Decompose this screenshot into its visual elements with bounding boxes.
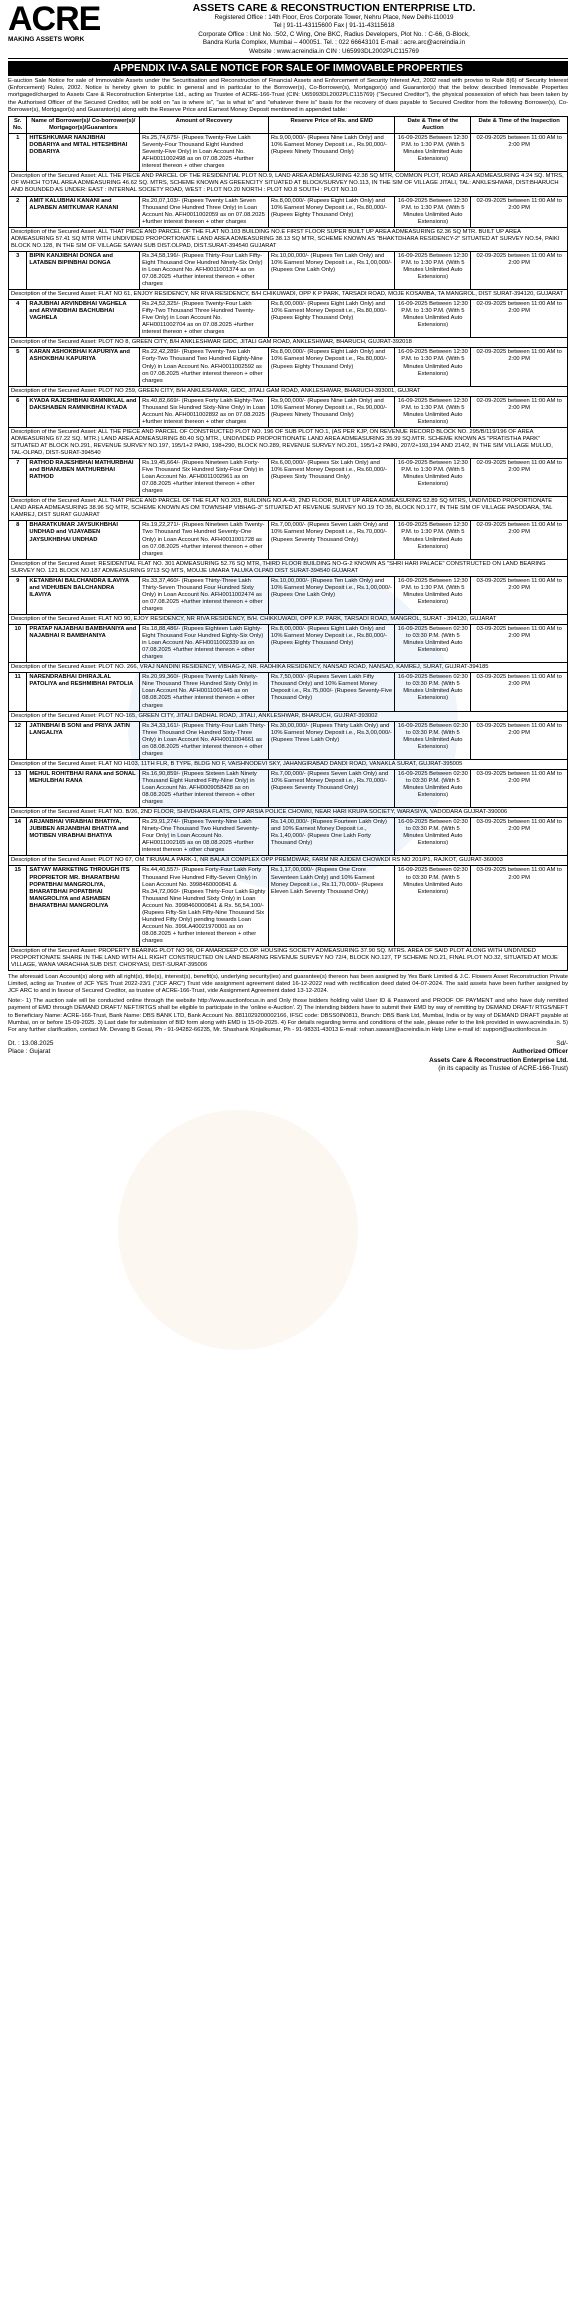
recovery-amount-cell: Rs.19,22,271/- (Rupees Nineteen Lakh Twenty-Two Thousand Two Hundred Seventy-One Only) in Loan Account No. AFH0011001728 as on 07.08.2025 +further interest thereon + other charges [140,521,269,559]
description-row [9,172,568,196]
asset-description-cell: Description of the Secured Asset: PLOT NO 259, GREEN CITY, B/H ANKLESHWAR, GIDC, JITALI GAM ROAD, ANKLESHWAR, BHARUCH-393001, GUJRAT [9,386,568,396]
auction-time-cell: 16-09-2025 Between 02:30 to 03:30 P.M. (With 5 Minutes Unlimited Auto Extensions) [395,769,471,807]
auction-time-cell: 16-09-2025 Between 12:30 P.M. to 1:30 P.M. (With 5 Minutes Unlimited Auto Extensions) [395,459,471,497]
auction-time-cell: 16-09-2025 Between 12:30 P.M. to 1:30 P.M. (With 5 Minutes Unlimited Auto Extensions) [395,396,471,427]
sr-number-cell: 8 [9,521,27,559]
notice-title: APPENDIX IV-A SALE NOTICE FOR SALE OF IMMOVABLE PROPERTIES [8,61,568,76]
recovery-amount-cell: Rs.33,37,460/- (Rupees Thirty-Three Lakh Thirty-Seven Thousand Four Hundred Sixty Only) in Loan Account No. AFH0011002474 as on 07.08.2025 +further interest thereon + other charges [140,576,269,614]
website-cin: Website : www.acreindia.in CIN : U65993DL2002PLC115769 [249,47,419,55]
borrower-name-cell: KARAN ASHOKBHAI KAPURIYA and ASHOKBHAI KAPURIYA [27,348,140,386]
inspection-time-cell: 03-09-2025 between 11:00 AM to 2:00 PM [471,625,568,663]
column-header: Name of Borrower(s)/ Co-borrower(s)/ Mortgagor(s)/Guarantors [27,117,140,134]
auction-time-cell: 16-09-2025 Between 02:30 to 03:30 P.M. (With 5 Minutes Unlimited Auto Extensions) [395,673,471,711]
inspection-time-cell: 02-09-2025 between 11:00 AM to 2:00 PM [471,459,568,497]
borrower-name-cell: ARJANBHAI VIRABHAI BHATIYA, JUBIBEN ARJANBHAI BHATIYA and MOTIBEN VIRABHAI BHATIYA [27,818,140,856]
auction-time-cell: 16-09-2025 Between 12:30 P.M. to 1:30 P.M. (With 5 Minutes Unlimited Auto Extensions) [395,134,471,172]
borrower-name-cell: SATYAY MARKETING THROUGH ITS PROPRIETOR MR. BHARATBHAI POPATBHAI MANGROLIYA, BHARATBHAI POPATBHAI MANGROLIYA and ASHABEN BHARATBHAI MANGROLIYA [27,866,140,947]
reserve-price-cell: Rs.8,00,000/- (Rupees Eight Lakh Only) and 10% Earnest Money Deposit i.e., Rs.80,000/- (Rupees Eighty Thousand Only) [268,625,395,663]
asset-description-cell: Description of the Secured Asset: FLAT NO 90, EJOY RESIDENCY, NR RIVA RESIDENCY, B/H. CHIKKUWADI, OPP K.P. PARK, TARSADI ROAD, MANGROL, SURAT - 394120, GUJARAT [9,615,568,625]
auction-time-cell: 16-09-2025 Between 02:30 to 03:30 P.M. (With 5 Minutes Unlimited Auto Extensions) [395,721,471,759]
inspection-time-cell: 02-09-2025 between 11:00 AM to 2:00 PM [471,396,568,427]
sr-number-cell: 7 [9,459,27,497]
description-row [9,290,568,300]
sr-number-cell: 12 [9,721,27,759]
sr-number-cell: 9 [9,576,27,614]
sr-number-cell: 13 [9,769,27,807]
inspection-time-cell: 03-09-2025 between 11:00 AM to 2:00 PM [471,818,568,856]
recovery-amount-cell: Rs.25,74,675/- (Rupees Twenty-Five Lakh Seventy-Four Thousand Eight Hundred Seventy-Five Only) in Loan Account No. AFH0011002498 as on 07.08.2025 +further interest thereon + other charges [140,134,269,172]
table-row [9,348,568,386]
recovery-amount-cell: Rs.34,33,161/- (Rupees Thirty-Four Lakh Thirty-Three Thousand One Hundred Sixty-Three Only) in Loan Account No. AFH0011004661 as on 08.08.2025 +further interest thereon + other charges [140,721,269,759]
sr-number-cell: 1 [9,134,27,172]
description-row [9,427,568,458]
sr-number-cell: 10 [9,625,27,663]
borrower-name-cell: RATHOD RAJESHBHAI MATHURBHAI and BHANUBEN MATHURBHAI RATHOD [27,459,140,497]
inspection-time-cell: 02-09-2025 between 11:00 AM to 2:00 PM [471,251,568,289]
asset-description-cell: Description of the Secured Asset: FLAT NO. B/26, 2ND FLOOR, SHIVDHARA FLATS, OPP ARSIA POLICE CHOWKI, NEAR HARI KRUPA SOCIETY, WARASIYA, VADODARA GUJRAT-390006 [9,808,568,818]
description-row [9,338,568,348]
watermark-seal [128,560,458,890]
description-row [9,227,568,251]
borrower-name-cell: PRATAP NAJABHAI BAMBHANIYA and NAJABHAI R BAMBHANIYA [27,625,140,663]
signature-mark: Sd/- [556,1039,568,1047]
table-row [9,251,568,289]
footer-left [8,1040,53,1074]
note-terms: Note:- 1) The auction sale will be conducted online through the website http://www.auctionfocus.in and Only those bidders holding valid User ID & Password and PROOF OF PAYMENT and who have duly remitted payment of EMD through DEMAND DRAFT/ NEFT/RTGS shall be eligible to participate in the 'online e-Auction'. 2) The intending bidders have to submit their EMD by way of remitting by DEMAND DRAFT/ RTGS/NEFT to Beneficiary Name: ACRE-166-Trust, Bank Name: DBS BANK LTD, Bank Account No. 8811029200002166, IFSC code: DBSS0IN0811, Branch: DBS Bank Ltd, Mumbai, India or by way of DEMAND DRAFT payable at Mumbai, on or before 15-09-2025. 3) Last date for submission of BID form along with EMD is 15-09-2025. 4) For details regarding terms and conditions of the sale, please refer to the link provided in www.acreindia.in. 5) For any further clarification, contact Mr. Devang B Gosai, Ph - 91-94282-66235, Mr. Shashank Kinjalkumar, Ph - 91-98331-43013 E-mail: rohan.sawant@acreindia.in Help Line e-mail id: support@auctionfocus.in [8,998,568,1033]
sr-number-cell: 11 [9,673,27,711]
auction-time-cell: 16-09-2025 Between 02:30 to 03:30 P.M. (With 5 Minutes Unlimited Auto Extensions) [395,866,471,947]
sr-number-cell: 4 [9,300,27,338]
place-label: Place : Gujarat [8,1048,51,1056]
asset-description-cell: Description of the Secured Asset: ALL THAT PIECE AND PARCEL OF THE FLAT NO.103 BUILDING NO.E FIRST FLOOR SUPER BUILT UP AREA ADMEASURING 62.36 SQ MTR. BUILT UP AREA ADMEASURING 57.41 SQ MTR WITH UNDIVIDED PROPORTIONATE LAND AREA ADMEASURING 38.13 SQ MTR, SCHEME KNOWN AS "BHAKTDHARA RESIDENCY-2" SITUATED AT SURVEY NO.54, PAIKI BLOCK NO.128, IN THE SIM OF VILLAGE SAYAN SUB DIST.OLPAD, DIST.SURAT-394540 GUJARAT [9,227,568,251]
column-header: Date & Time of the Inspection [471,117,568,134]
inspection-time-cell: 03-09-2025 between 11:00 AM to 2:00 PM [471,576,568,614]
table-row [9,300,568,338]
inspection-time-cell: 02-09-2025 between 11:00 AM to 2:00 PM [471,348,568,386]
table-row [9,134,568,172]
column-header: Reserve Price of Rs. and EMD [268,117,395,134]
reserve-price-cell: Rs.7,00,000/- (Rupees Seven Lakh Only) and 10% Earnest Money Deposit i.e., Rs.70,000/- (Rupees Seventy Thousand Only) [268,521,395,559]
inspection-time-cell: 03-09-2025 between 11:00 AM to 2:00 PM [471,721,568,759]
sr-number-cell: 14 [9,818,27,856]
inspection-time-cell: 02-09-2025 between 11:00 AM to 2:00 PM [471,134,568,172]
note-assignment: The aforesaid Loan Account(s) along with all right(s), title(s), interest(s), benefit(s), underlying security(ies) and guarantee(s) thereon has been assigned by Yes Bank Limited & J.C. Flowers Asset Reconstruction Private Limited, acting as Trustee of JCF YES Trust 2022-23/1 ("JCF ARC") Trust vide assignment agreement dated 16-12-2022 read with rectification deed dated 04-07-2024. The said assets have been further assigned by JCF ARC to and in favour of Secured Creditor, as trustee of ACRE-166-Trust, vide Assignment Agreement dated 13-12-2024. [8,974,568,995]
intro-paragraph: E-auction Sale Notice for sale of Immovable Assets under the Securitisation and Reconstruction of Financial Assets and Enforcement of Security Interest Act, 2002 read with proviso to Rule 8(6) of Security Interest (Enforcement) Rules, 2002. Notice is hereby given to public in general and in particular to the Borrower(s), Co-Borrower(s), Mortgagor(s) and Guarantor(s) that the below described Immovable Properties mortgaged/charged to Assets Care & Reconstruction Enterprise Ltd., acting as Trustee of ACRE-166-Trust (CIN: U65993DL2002PLC115769) ("Secured Creditor"), the physical possession of which has been taken by the Authorised Officer of the Secured Creditor, will be sold on "as is where is", "as is what is" and "whatever there is" basis for the recovery of dues payable to Secured Creditor from the following Borrower(s), Co-Borrower(s), Mortgagor(s) and Guarantor(s) along with the Reserve Price and Earnest Money Deposit mentioned in appended table: [8,78,568,113]
recovery-amount-cell: Rs.20,07,103/- (Rupees Twenty Lakh Seven Thousand One Hundred Three Only) in Loan Account No. AFH0011002059 as on 07.08.2025 +further interest thereon + other charges [140,196,269,227]
table-header-row [9,117,568,134]
auction-time-cell: 16-09-2025 Between 12:30 P.M. to 1:30 P.M. (With 5 Minutes Unlimited Auto Extensions) [395,251,471,289]
notice-page [8,0,568,1073]
asset-description-cell: Description of the Secured Asset: FLAT NO H103, 11TH FLR, B TYPE, BLDG NO F, VAISHNODEVI SKY, JAHANGIRABAD DANDI ROAD, VANAKLA SURAT, GUJRAT-395005 [9,759,568,769]
borrower-name-cell: HITESHKUMAR NANJIBHAI DOBARIYA and MITAL HITESHBHAI DOBARIYA [27,134,140,172]
registered-office: Registered Office : 14th Floor, Eros Corporate Tower, Nehru Place, New Delhi-110019 [214,14,454,21]
phone-line: Tel | 91-11-43115600 Fax | 91-11-43115618 [273,22,395,30]
sr-number-cell: 15 [9,866,27,947]
reserve-price-cell: Rs.14,00,000/- (Rupees Fourteen Lakh Only) and 10% Earnest Money Deposit i.e., Rs.1,40,000/- (Rupees One Lakh Forty Thousand Only) [268,818,395,856]
footer-right [429,1040,568,1074]
inspection-time-cell: 03-09-2025 between 11:00 AM to 2:00 PM [471,866,568,947]
borrower-name-cell: KETANBHAI BALCHANDRA ILAVIYA and VIDHUBEN BALCHANDRA ILAVIYA [27,576,140,614]
auction-time-cell: 16-09-2025 Between 02:30 to 03:30 P.M. (With 5 Minutes Unlimited Auto Extensions) [395,818,471,856]
date-label: Dt. : 13.08.2025 [8,1039,54,1047]
acre-logo [8,2,100,43]
description-row [9,386,568,396]
auction-time-cell: 16-09-2025 Between 12:30 P.M. to 1:30 P.M. (With 5 Minutes Unlimited Auto Extensions) [395,576,471,614]
recovery-amount-cell: Rs.40,82,669/- (Rupees Forty Lakh Eighty-Two Thousand Six Hundred Sixty-Nine Only) in Loan Account No. AFH0011002892 as on 07.08.2025 +further interest thereon + other charges [140,396,269,427]
corporate-office-2: Bandra Kurla Complex, Mumbai – 400051. Tel. : 022 66643101 E-mail : acre.arc@acreindia.in [202,39,466,47]
borrower-name-cell: RAJUBHAI ARVINDBHAI VAGHELA and ARVINDBHAI BACHUBHAI VAGHELA [27,300,140,338]
table-row [9,459,568,497]
borrower-name-cell: JATINBHAI B SONI and PRIYA JATIN LANGALIYA [27,721,140,759]
logo-mark: ACRE [8,0,101,38]
table-row [9,396,568,427]
asset-description-cell: Description of the Secured Asset: RESIDENTIAL FLAT NO. 301 ADMEASURING 52.76 SQ MTR, THIRD FLOOR BUILDING NO-G-2 KNOWN AS "SHRI HARI PALACE" CONSTRUCTED ON LAND BEARING SURVEY NO. 121 BLOCK NO.187 ADMEASURING 9713 SQ MTS, MOUJE UMARA TALUKA OLPAD DIST SURAT-394540 GUJARAT [9,559,568,576]
sr-number-cell: 3 [9,251,27,289]
org-name: Assets Care & Reconstruction Enterprise Ltd. [429,1056,568,1064]
inspection-time-cell: 02-09-2025 between 11:00 AM to 2:00 PM [471,300,568,338]
auction-time-cell: 16-09-2025 Between 12:30 P.M. to 1:30 P.M. (With 5 Minutes Unlimited Auto Extensions) [395,521,471,559]
auction-time-cell: 16-09-2025 Between 12:30 P.M. to 1:30 P.M. (With 5 Minutes Unlimited Auto Extensions) [395,300,471,338]
borrower-name-cell: KYADA RAJESHBHAI RAMNIKLAL and DAKSHABEN RAMNIKBHAI KYADA [27,396,140,427]
column-header: Amount of Recovery [140,117,269,134]
auction-time-cell: 16-09-2025 Between 12:30 P.M. to 1:30 P.M. (With 5 Minutes Unlimited Auto Extensions) [395,348,471,386]
reserve-price-cell: Rs.7,00,000/- (Rupees Seven Lakh Only) and 10% Earnest Money Deposit i.e., Rs.70,000/- (Rupees Seventy Thousand Only) [268,769,395,807]
reserve-price-cell: Rs.30,00,000/- (Rupees Thirty Lakh Only) and 10% Earnest Money Deposit i.e., Rs.3,00,000/- (Rupees Three Lakh Only) [268,721,395,759]
auction-time-cell: 16-09-2025 Between 02:30 to 03:30 P.M. (With 5 Minutes Unlimited Auto Extensions) [395,625,471,663]
asset-description-cell: Description of the Secured Asset: ALL THAT PIECE AND PARCEL OF THE FLAT NO.203, BUILDING NO.A-43, 2ND FLOOR, BUILT UP AREA ADMEASURING 52.89 SQ MTRS, UNDIVIDED PROPORTIONATE LAND AREA ADMEASURING 38.96 SQ MTR, SCHEME KNOWN AS OM TOWNSHIP VIBHAG-3" SITUATED AT REVENUE SURVEY NO.19 TO 35, BLOCK NO.177, IN THE SIM OF VILLAGE PASODARA, TAL KAMREJ, DIST SURAT GUJARAT [9,497,568,521]
sr-number-cell: 5 [9,348,27,386]
description-row [9,946,568,970]
corporate-office: Corporate Office : Unit No. :502, C Wing, One BKC, Radius Developers, Plot No. : C-66, G-Block, [198,30,470,38]
company-name: ASSETS CARE & RECONSTRUCTION ENTERPRISE LTD. [192,2,476,14]
reserve-price-cell: Rs.8,00,000/- (Rupees Eight Lakh Only) and 10% Earnest Money Deposit i.e., Rs.80,000/- (Rupees Eighty Thousand Only) [268,348,395,386]
reserve-price-cell: Rs.10,00,000/- (Rupees Ten Lakh Only) and 10% Earnest Money Deposit i.e., Rs.1,00,000/- (Rupees One Lakh Only) [268,251,395,289]
recovery-amount-cell: Rs.24,52,325/- (Rupees Twenty-Four Lakh Fifty-Two Thousand Three Hundred Twenty-Five Only) in Loan Account No. AFH0011002704 as on 07.08.2025 +further interest thereon + other charges [140,300,269,338]
reserve-price-cell: Rs.6,00,000/- (Rupees Six Lakh Only) and 10% Earnest Money Deposit i.e., Rs.60,000/- (Rupees Sixty Thousand Only) [268,459,395,497]
recovery-amount-cell: Rs.16,90,859/- (Rupees Sixteen Lakh Ninety Thousand Eight Hundred Fifty-Nine Only) in Loan Account No. AFH0009058428 as on 08.08.2025 +further interest thereon + other charges [140,769,269,807]
inspection-time-cell: 03-09-2025 between 11:00 AM to 2:00 PM [471,769,568,807]
recovery-amount-cell: Rs.18,88,486/- (Rupees Eighteen Lakh Eighty-Eight Thousand Four Hundred Eighty-Six Only) in Loan Account No. AFH0011002339 as on 07.08.2025 +further interest thereon + other charges [140,625,269,663]
recovery-amount-cell: Rs.22,42,289/- (Rupees Twenty-Two Lakh Forty-Two Thousand Two Hundred Eighty-Nine Only) in Loan Account No. AFH0011002592 as on 07.08.2025 +further interest thereon + other charges [140,348,269,386]
asset-description-cell: Description of the Secured Asset: FLAT NO 61, ENJOY RESIDENCY, NR RIVA RESIDENCY, B/H CHIKUWADI, OPP K P PARK, TARSADI ROAD, MOJE KOSAMBA, TA MANGROL, DIST SURAT-394120, GUJARAT [9,290,568,300]
recovery-amount-cell: Rs.19,45,664/- (Rupees Nineteen Lakh Forty-Five Thousand Six Hundred Sixty-Four Only) in Loan Account No. AFH0011002961 as on 07.08.2025 +further interest thereon + other charges [140,459,269,497]
letterhead [8,2,568,59]
asset-description-cell: Description of the Secured Asset: ALL THE PIECE AND PARCEL OF THE RESIDENTIAL PLOT NO.9, LAND AREA ADMEASURING 42.38 SQ MTR, COMMON PLOT, ROAD AREA ADMEASURING 4.24 SQ. MTRS, OF WHICH TOTAL AREA ADMEASURING 46.62 SQ. MTRS, SCHEME KNOWN AS GREENCITY SITUATED AT BLOCK/SURVEY NO.113, IN THE SIM OF VILLAGE JITALI, TAL: ANKLESHWAR, DIST:BHARUCH AND BOUNDED AS UNDER: EAST : INTERNAL SOCIETY ROAD, WEST : PLOT NO.20 NORTH : PLOT NO.8 SOUTH : PLOT NO.10 [9,172,568,196]
sr-number-cell: 2 [9,196,27,227]
reserve-price-cell: Rs.1,17,00,000/- (Rupees One Crore Seventeen Lakh Only) and 10% Earnest Money Deposit i.e., Rs.11,70,000/- (Rupees Eleven Lakh Seventy Thousand Only) [268,866,395,947]
footer [8,1040,568,1074]
reserve-price-cell: Rs.9,00,000/- (Rupees Nine Lakh Only) and 10% Earnest Money Deposit i.e., Rs.90,000/- (Rupees Ninety Thousand Only) [268,396,395,427]
reserve-price-cell: Rs.8,00,000/- (Rupees Eight Lakh Only) and 10% Earnest Money Deposit i.e., Rs.80,000/- (Rupees Eighty Thousand Only) [268,196,395,227]
auction-time-cell: 16-09-2025 Between 12:30 P.M. to 1:30 P.M. (With 5 Minutes Unlimited Auto Extensions) [395,196,471,227]
reserve-price-cell: Rs.7,50,000/- (Rupees Seven Lakh Fifty Thousand Only) and 10% Earnest Money Deposit i.e., Rs.75,000/- (Rupees Seventy-Five Thousand Only) [268,673,395,711]
watermark-seal-secondary [118,1110,358,1350]
inspection-time-cell: 02-09-2025 between 11:00 AM to 2:00 PM [471,521,568,559]
asset-description-cell: Description of the Secured Asset: PROPERTY BEARING PLOT NO 96, OF AMARDEEP CO.OP. HOUSING SOCIETY ADMEASURING 37.90 SQ. MTRS. AREA OF SAID PLOT ALONG WITH UNDIVIDED PROPORTIONATE SHARE IN THE LAND WITH ALL RIGHT CONSTRUCTED ON LAND BEARING REVENUE SURVEY NO 72/4, BLOCK NO.127, TP SCHEME NO.21, FINAL PLOT NO.32, SITUATED AT MOJE VILLAGE, WANA VARACHHA SUB DIST. CHORYASI, DIST-SURAT-395006 [9,946,568,970]
recovery-amount-cell: Rs.29,91,274/- (Rupees Twenty-Nine Lakh Ninety-One Thousand Two Hundred Seventy-Four Only) in Loan Account No. AFH0011002165 as on 08.08.2025 +further interest thereon + other charges [140,818,269,856]
reserve-price-cell: Rs.8,00,000/- (Rupees Eight Lakh Only) and 10% Earnest Money Deposit i.e., Rs.80,000/- (Rupees Eighty Thousand Only) [268,300,395,338]
borrower-name-cell: MEHUL ROHITBHAI RANA and SONAL MEHULBHAI RANA [27,769,140,807]
asset-description-cell: Description of the Secured Asset: PLOT NO 8, GREEN CITY, B/H ANKLESHWAR GIDC, JITALI GAM ROAD, ANKLESHWAR, BHARUCH, GUJRAT-392018 [9,338,568,348]
sr-number-cell: 6 [9,396,27,427]
asset-description-cell: Description of the Secured Asset: PLOT NO-165, GREEN CITY, JITALI DADHAL ROAD, JITALI, ANKLESHWAR, BHARUCH, GUJRAT-393002 [9,711,568,721]
table-row [9,196,568,227]
asset-description-cell: Description of the Secured Asset: PLOT NO 67, OM TIRUMALA PARK-1, NR BALAJI COMPLEX OPP PREMDWAR, FARM NR AJIDEM CHOWKDI RS NO 201/P1, RAJKOT, GUJRAT-360003 [9,856,568,866]
inspection-time-cell: 02-09-2025 between 11:00 AM to 2:00 PM [471,196,568,227]
description-row [9,497,568,521]
reserve-price-cell: Rs.10,00,000/- (Rupees Ten Lakh Only) and 10% Earnest Money Deposit i.e., Rs.1,00,000/- (Rupees One Lakh Only) [268,576,395,614]
inspection-time-cell: 03-09-2025 between 11:00 AM to 2:00 PM [471,673,568,711]
borrower-name-cell: AMIT KALUBHAI KANANI and ALPABEN AMITKUMAR KANANI [27,196,140,227]
column-header: Date & Time of the Auction [395,117,471,134]
company-info [100,2,568,56]
asset-description-cell: Description of the Secured Asset: ALL THE PIECE AND PARCEL OF CONSTRUCTED PLOT NO. 196 OF SUB PLOT NO.1, (AS PER KJP, ON REVENUE RECORD BLOCK NO. 295/B/119/196 OF AREA ADMEASURING 67.22 SQ. MTR.) LAND AREA ADMEASURING 80.40 SQ.MTR., UNDIVIDED PROPORTIONATE LAND AREA ADMEASURING 35.99 SQ.MTR. SCHEME KNOWN AS "PRATISTHA PARK" SITUATED AT BLOCK NO.291, REVENUE SURVEY NO.197, 195/1+2 PAIKI, 198+290, BLOCK NO.289, REVENUE SURVEY NO.201, 195/1+2 PAIKI, 207/2+193,194 AND 214/2, IN THE SIM VILLAGE MULUD, TAL-OLPAD, DIST-SURAT-394540 [9,427,568,458]
borrower-name-cell: BHARATKUMAR JAYSUKHBHAI UNDHAD and VIJAYABEN JAYSUKHBHAI UNDHAD [27,521,140,559]
asset-description-cell: Description of the Secured Asset: PLOT NO. 266, VRAJ NANDINI RESIDENCY, VIBHAG-2, NR. RADHIKA RESIDENCY, NANSAD ROAD, NANSAD, KAMREJ, SURAT, GUJRAT-394185 [9,663,568,673]
recovery-amount-cell: Rs.20,99,360/- (Rupees Twenty Lakh Ninety-Nine Thousand Three Hundred Sixty Only) in Loan Account No. AFH0011001445 as on 08.08.2025 +further interest thereon + other charges [140,673,269,711]
borrower-name-cell: BIPIN KANJIBHAI DONGA and LATABEN BIPINBHAI DONGA [27,251,140,289]
recovery-amount-cell: Rs.34,58,196/- (Rupees Thirty-Four Lakh Fifty-Eight Thousand One Hundred Ninety-Six Only) in Loan Account No. AFH0011001374 as on 07.08.2025 +further interest thereon + other charges [140,251,269,289]
borrower-name-cell: NARENDRABHAI DHIRAJLAL PATOLIYA and RESHMIBHAI PATOLIA [27,673,140,711]
table-row [9,521,568,559]
officer-title: Authorized Officer [512,1048,568,1056]
recovery-amount-cell: Rs.44,40,557/- (Rupees Forty-Four Lakh Forty Thousand Five Hundred Fifty-Seven Only) in Loan Account No. 3998460000841 & Rs.34,72,060/- (Rupees Thirty-Four Lakh Eighty Thousand Nine Hundred Sixty Only) in Loan Account No. 3998460000841 & Rs. 56,54,100/- (Rupees Fifty-Six Lakh Fifty-Nine Thousand Six Hundred Fifty Only) pending towards Loan Account No. 399LA40021970001 as on 08.08.2025 + further interest thereon + other charges [140,866,269,947]
column-header: Sr. No. [9,117,27,134]
reserve-price-cell: Rs.9,00,000/- (Rupees Nine Lakh Only) and 10% Earnest Money Deposit i.e., Rs.90,000/- (Rupees Ninety Thousand Only) [268,134,395,172]
logo-tagline: MAKING ASSETS WORK [8,36,85,43]
trust-note: (in its capacity as Trustee of ACRE-166-Trust) [438,1065,568,1073]
